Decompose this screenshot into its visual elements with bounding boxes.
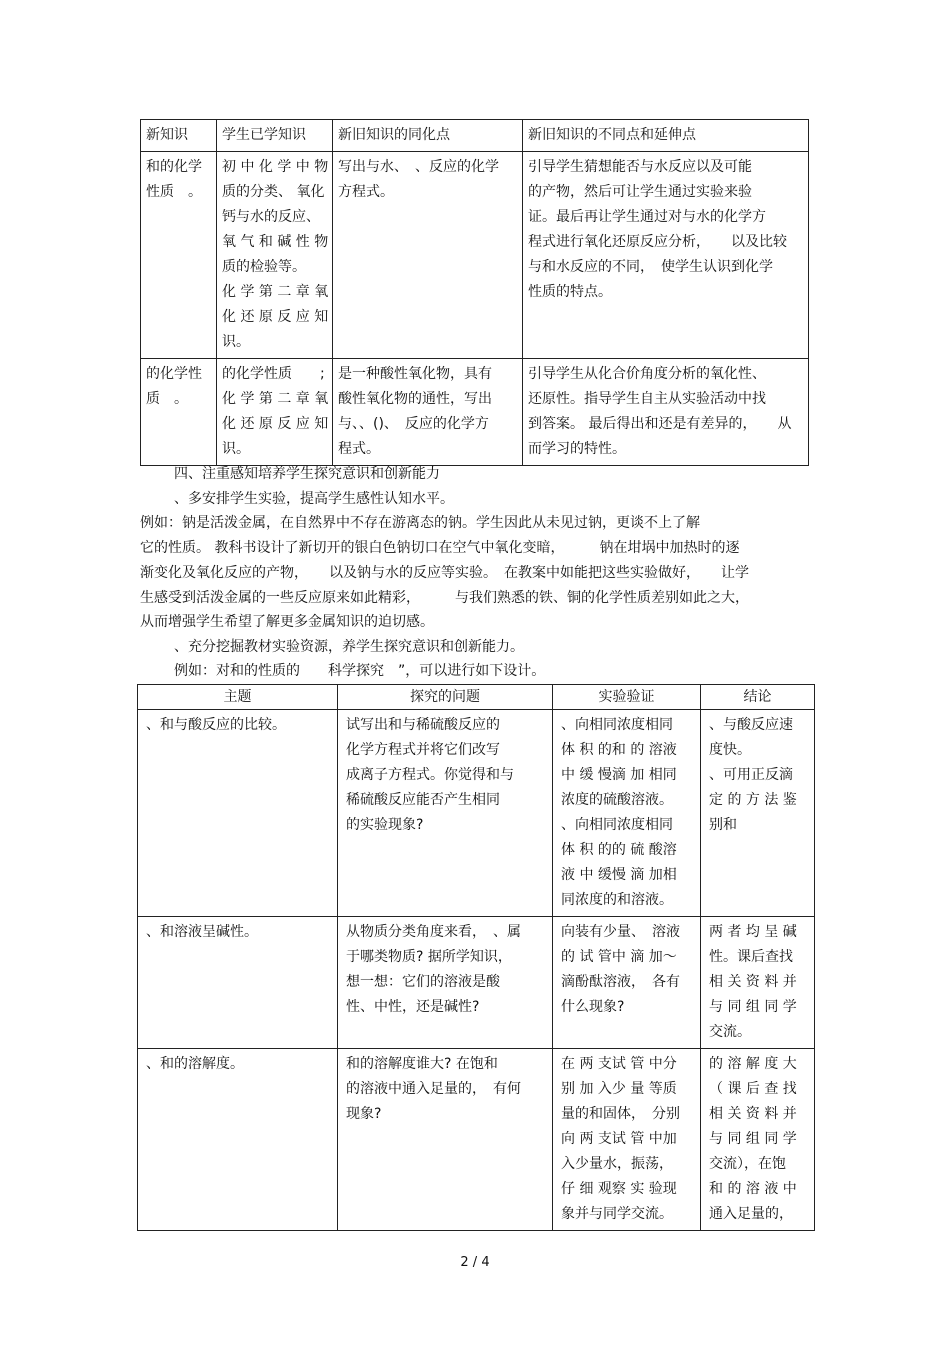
cell-line: 别 加 入少 量 等质: [561, 1081, 677, 1097]
cell-line: 识。: [222, 441, 250, 457]
cell-line: 的化学性质 ;: [222, 366, 325, 382]
table-cell: [217, 152, 333, 359]
cell-line: 象并与同学交流。: [561, 1206, 673, 1222]
table-cell: [523, 359, 809, 466]
cell-line: 体 积 的和 的 溶液: [561, 742, 677, 758]
cell-line: 稀硫酸反应能否产生相同: [346, 792, 500, 808]
cell-line: 质的分类、 氧化: [222, 184, 325, 200]
cell-line: 证。最后再让学生通过对与水的化学方: [528, 209, 766, 225]
cell-line: 入少量水，振荡，: [561, 1156, 673, 1172]
cell-line: 和的溶解度谁大? 在饱和: [346, 1056, 498, 1072]
cell-line: 质 。: [146, 391, 188, 407]
cell-line: 与、、()、 反应的化学方: [338, 416, 489, 432]
topic-text: 、和溶液呈碱性。: [146, 924, 258, 940]
cell-line: 程式进行氧化还原反应分析， 以及比较: [528, 234, 787, 250]
cell-line: 向装有少量、 溶液: [561, 924, 680, 940]
table-cell: [138, 710, 338, 917]
knowledge-table: [140, 119, 809, 466]
paragraph-line: 渐变化及氧化反应的产物， 以及钠与水的反应等实验。 在教案中如能把这些实验做好， 让学: [140, 565, 749, 581]
cell-line: 、向相同浓度相同: [561, 817, 673, 833]
cell-line: 度快。: [709, 742, 751, 758]
cell-line: 交流），在饱: [709, 1156, 786, 1172]
cell-line: 别和: [709, 817, 737, 833]
cell-line: 仔 细 观察 实 验现: [561, 1181, 677, 1197]
table-cell: [333, 152, 523, 359]
table-header-row: [141, 120, 809, 152]
header-cell: 新知识: [141, 120, 217, 152]
cell-line: 两 者 均 呈 碱: [709, 924, 797, 940]
cell-line: 试写出和与稀硫酸反应的: [346, 717, 500, 733]
table-cell: [553, 1049, 701, 1231]
cell-line: 而学习的特性。: [528, 441, 626, 457]
cell-line: 定 的 方 法 鉴: [709, 792, 797, 808]
cell-line: 质的检验等。: [222, 259, 306, 275]
cell-line: 的 溶 解 度 大: [709, 1056, 797, 1072]
cell-line: 是一种酸性氧化物，具有: [338, 366, 492, 382]
cell-line: 的实验现象?: [346, 817, 424, 833]
header-cell: 结论: [701, 685, 815, 710]
cell-line: 中 缓 慢滴 加 相同: [561, 767, 677, 783]
cell-line: 体 积 的的 硫 酸溶: [561, 842, 677, 858]
cell-line: 还原性。指导学生自主从实验活动中找: [528, 391, 766, 407]
paragraph-line: 例如：钠是活泼金属，在自然界中不存在游离态的钠。学生因此从未见过钠，更谈不上了解: [140, 515, 700, 531]
cell-line: 引导学生猜想能否与水反应以及可能: [528, 159, 752, 175]
cell-line: 方程式。: [338, 184, 394, 200]
header-cell: 学生已学知识: [217, 120, 333, 152]
cell-line: 的 试 管中 滴 加～: [561, 949, 677, 965]
cell-line: 性质的特点。: [528, 284, 612, 300]
table-cell: [338, 710, 553, 917]
cell-line: 滴酚酞溶液， 各有: [561, 974, 680, 990]
paragraph-line: 例如：对和的性质的 科学探究 ”，可以进行如下设计。: [174, 663, 546, 679]
cell-line: 性、中性，还是碱性?: [346, 999, 480, 1015]
table-cell: [338, 917, 553, 1049]
cell-line: 的化学性: [146, 366, 202, 382]
table-cell: [701, 1049, 815, 1231]
cell-line: 化 学 第 二 章 氧: [222, 391, 329, 407]
paragraph-line: 、多安排学生实验，提高学生感性认知水平。: [174, 491, 454, 507]
cell-line: 氧 气 和 碱 性 物: [222, 234, 329, 250]
cell-line: 和的化学: [146, 159, 202, 175]
table-cell: [141, 152, 217, 359]
paragraph-line: 、充分挖掘教材实验资源，养学生探究意识和创新能力。: [174, 639, 524, 655]
table-row: [138, 710, 815, 917]
header-cell: 新旧知识的同化点: [333, 120, 523, 152]
cell-line: 化 还 原 反 应 知: [222, 309, 329, 325]
table-cell: [217, 359, 333, 466]
header-cell: 探究的问题: [338, 685, 553, 710]
table-cell: [701, 710, 815, 917]
cell-line: 的产物，然后可让学生通过实验来验: [528, 184, 752, 200]
cell-line: （ 课 后 查 找: [709, 1081, 797, 1097]
table-cell: [333, 359, 523, 466]
header-cell: 实验验证: [553, 685, 701, 710]
cell-line: 与 同 组 同 学: [709, 1131, 797, 1147]
cell-line: 写出与水、 、反应的化学: [338, 159, 499, 175]
cell-line: 相 关 资 料 并: [709, 1106, 797, 1122]
topic-text: 、和与酸反应的比较。: [146, 717, 286, 733]
cell-line: 于哪类物质? 据所学知识，: [346, 949, 512, 965]
cell-line: 同浓度的和溶液。: [561, 892, 673, 908]
cell-line: 性。课后查找: [709, 949, 793, 965]
cell-line: 相 关 资 料 并: [709, 974, 797, 990]
cell-line: 酸性氧化物的通性，写出: [338, 391, 492, 407]
cell-line: 与和水反应的不同， 使学生认识到化学: [528, 259, 773, 275]
table-cell: [553, 917, 701, 1049]
cell-line: 什么现象?: [561, 999, 625, 1015]
cell-line: 化学方程式并将它们改写: [346, 742, 500, 758]
cell-line: 量的和固体， 分别: [561, 1106, 680, 1122]
cell-line: 与 同 组 同 学: [709, 999, 797, 1015]
cell-line: 钙与水的反应、: [222, 209, 320, 225]
cell-line: 、可用正反滴: [709, 767, 793, 783]
cell-line: 现象?: [346, 1106, 382, 1122]
cell-line: 交流。: [709, 1024, 751, 1040]
cell-line: 浓度的硫酸溶液。: [561, 792, 673, 808]
cell-line: 和 的 溶 液 中: [709, 1181, 797, 1197]
cell-line: 的溶液中通入足量的， 有何: [346, 1081, 521, 1097]
table-row: [141, 359, 809, 466]
section-heading: 四、注重感知培养学生探究意识和创新能力: [174, 466, 440, 482]
cell-line: 成离子方程式。你觉得和与: [346, 767, 514, 783]
cell-line: 化 学 第 二 章 氧: [222, 284, 329, 300]
table-cell: [701, 917, 815, 1049]
cell-line: 向 两 支试 管 中加: [561, 1131, 677, 1147]
cell-line: 想一想：它们的溶液是酸: [346, 974, 500, 990]
table-cell: [338, 1049, 553, 1231]
table-header-row: [138, 685, 815, 710]
cell-line: 初 中 化 学 中 物: [222, 159, 329, 175]
page-number: 2 / 4: [460, 1255, 490, 1270]
cell-line: 化 还 原 反 应 知: [222, 416, 329, 432]
cell-line: 、与酸反应速: [709, 717, 793, 733]
cell-line: 在 两 支试 管 中分: [561, 1056, 677, 1072]
cell-line: 从物质分类角度来看， 、属: [346, 924, 521, 940]
cell-line: 通入足量的，: [709, 1206, 793, 1222]
cell-line: 液 中 缓慢 滴 加相: [561, 867, 677, 883]
cell-line: 性质 。: [146, 184, 202, 200]
cell-line: 识。: [222, 334, 250, 350]
table-cell: [553, 710, 701, 917]
table-cell: [138, 1049, 338, 1231]
paragraph-line: 它的性质。 教科书设计了新切开的银白色钠切口在空气中氧化变暗， 钠在坩埚中加热时的逐: [140, 540, 740, 556]
table-cell: [141, 359, 217, 466]
cell-line: 、向相同浓度相同: [561, 717, 673, 733]
topic-text: 、和的溶解度。: [146, 1056, 244, 1072]
cell-line: 到答案。 最后得出和还是有差异的， 从: [528, 416, 792, 432]
cell-line: 程式。: [338, 441, 380, 457]
cell-line: 引导学生从化合价角度分析的氧化性、: [528, 366, 766, 382]
table-row: [138, 917, 815, 1049]
header-cell: 新旧知识的不同点和延伸点: [523, 120, 809, 152]
paragraph-line: 从而增强学生希望了解更多金属知识的迫切感。: [140, 614, 434, 630]
inquiry-table: [137, 684, 815, 1231]
paragraph-line: 生感受到活泼金属的一些反应原来如此精彩， 与我们熟悉的铁、铜的化学性质差别如此之大，: [140, 590, 749, 606]
table-row: [138, 1049, 815, 1231]
header-cell: 主题: [138, 685, 338, 710]
table-cell: [138, 917, 338, 1049]
table-cell: [523, 152, 809, 359]
table-row: [141, 152, 809, 359]
